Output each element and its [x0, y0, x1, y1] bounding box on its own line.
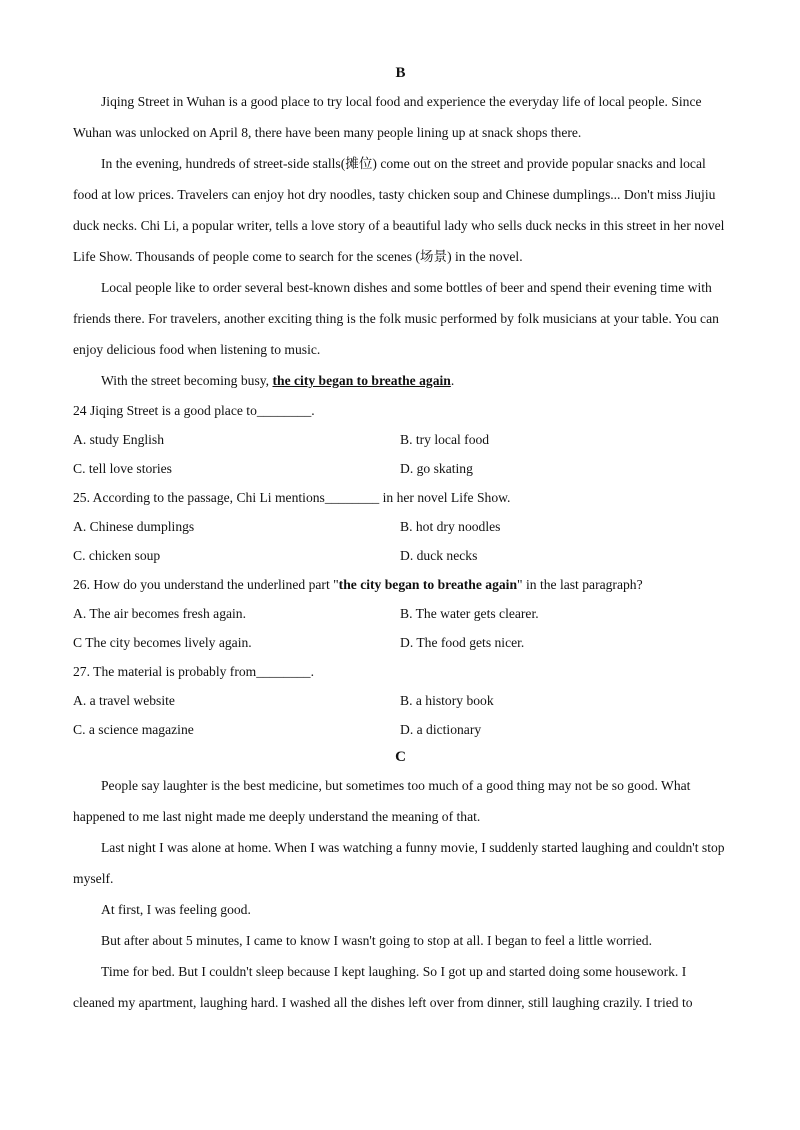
- option-c: C The city becomes lively again.: [73, 635, 252, 650]
- option-c: C. a science magazine: [73, 722, 194, 737]
- section-c-paragraph-4: But after about 5 minutes, I came to know I wasn't going to stop at all. I began to feel a little worried.: [101, 933, 652, 948]
- question-stem: 27. The material is probably from________.: [73, 664, 314, 679]
- section-b-title: B: [395, 65, 406, 81]
- option-b: B. try local food: [400, 432, 490, 447]
- stem-bold-phrase: the city began to breathe again: [338, 577, 518, 592]
- section-b-paragraph-1: Jiqing Street in Wuhan is a good place to try local food and experience the everyday life of local people. Since Wuhan was unlocked on April 8, there have been many people lining up at snack shops there.: [73, 94, 702, 140]
- option-b: B. a history book: [400, 693, 494, 708]
- answer-options: [73, 512, 728, 570]
- paragraph-4-lead: With the street becoming busy,: [101, 373, 273, 388]
- answer-options: [73, 686, 728, 744]
- option-a: A. Chinese dumplings: [73, 519, 195, 534]
- question-stem: [73, 570, 728, 599]
- option-d: D. duck necks: [400, 548, 478, 563]
- option-c: C. chicken soup: [73, 548, 161, 563]
- option-c: C. tell love stories: [73, 461, 172, 476]
- section-b-paragraph-2: In the evening, hundreds of street-side stalls(摊位) come out on the street and provide popular snacks and local food at low prices. Travelers can enjoy hot dry noodles, tasty chicken soup and Chinese dumplings... Don't miss Jiujiu duck necks. Chi Li, a popular writer, tells a love story of a beautiful lady who sells duck necks in this street in her novel Life Show. Thousands of people come to search for the scenes (场景) in the novel.: [73, 156, 725, 264]
- document-content: [73, 60, 728, 1018]
- option-d: D. a dictionary: [400, 722, 482, 737]
- underlined-phrase: the city began to breathe again: [272, 373, 451, 388]
- section-b-passage: [73, 86, 728, 396]
- option-a: A. a travel website: [73, 693, 175, 708]
- section-c-title: C: [395, 749, 406, 765]
- option-b: B. hot dry noodles: [400, 519, 501, 534]
- question-stem: 24 Jiqing Street is a good place to________.: [73, 403, 315, 418]
- question-27: [73, 657, 728, 744]
- option-d: D. The food gets nicer.: [400, 635, 525, 650]
- question-26: [73, 570, 728, 657]
- section-b-paragraph-3: Local people like to order several best-known dishes and some bottles of beer and spend their evening time with friends there. For travelers, another exciting thing is the folk music performed by folk musicians at your table. You can enjoy delicious food when listening to music.: [73, 280, 719, 357]
- option-d: D. go skating: [400, 461, 473, 476]
- paragraph-4-end: .: [450, 373, 455, 388]
- answer-options: [73, 599, 728, 657]
- option-a: A. The air becomes fresh again.: [73, 606, 247, 621]
- question-24: [73, 396, 728, 483]
- section-c-paragraph-2: Last night I was alone at home. When I was watching a funny movie, I suddenly started laughing and couldn't stop myself.: [73, 840, 725, 886]
- stem-end: " in the last paragraph?: [517, 577, 643, 592]
- section-c-paragraph-3: At first, I was feeling good.: [101, 902, 251, 917]
- section-c-paragraph-5: Time for bed. But I couldn't sleep because I kept laughing. So I got up and started doing some housework. I cleaned my apartment, laughing hard. I washed all the dishes left over from dinner, still laughing crazily. I tried to: [73, 964, 693, 1010]
- question-stem: 25. According to the passage, Chi Li mentions________ in her novel Life Show.: [73, 490, 511, 505]
- section-c-paragraph-1: People say laughter is the best medicine, but sometimes too much of a good thing may not be so good. What happened to me last night made me deeply understand the meaning of that.: [73, 778, 691, 824]
- question-25: [73, 483, 728, 570]
- option-b: B. The water gets clearer.: [400, 606, 539, 621]
- stem-lead: 26. How do you understand the underlined part ": [73, 577, 339, 592]
- section-b-paragraph-4: [73, 365, 728, 396]
- section-c-passage: [73, 770, 728, 1018]
- option-a: A. study English: [73, 432, 165, 447]
- answer-options: [73, 425, 728, 483]
